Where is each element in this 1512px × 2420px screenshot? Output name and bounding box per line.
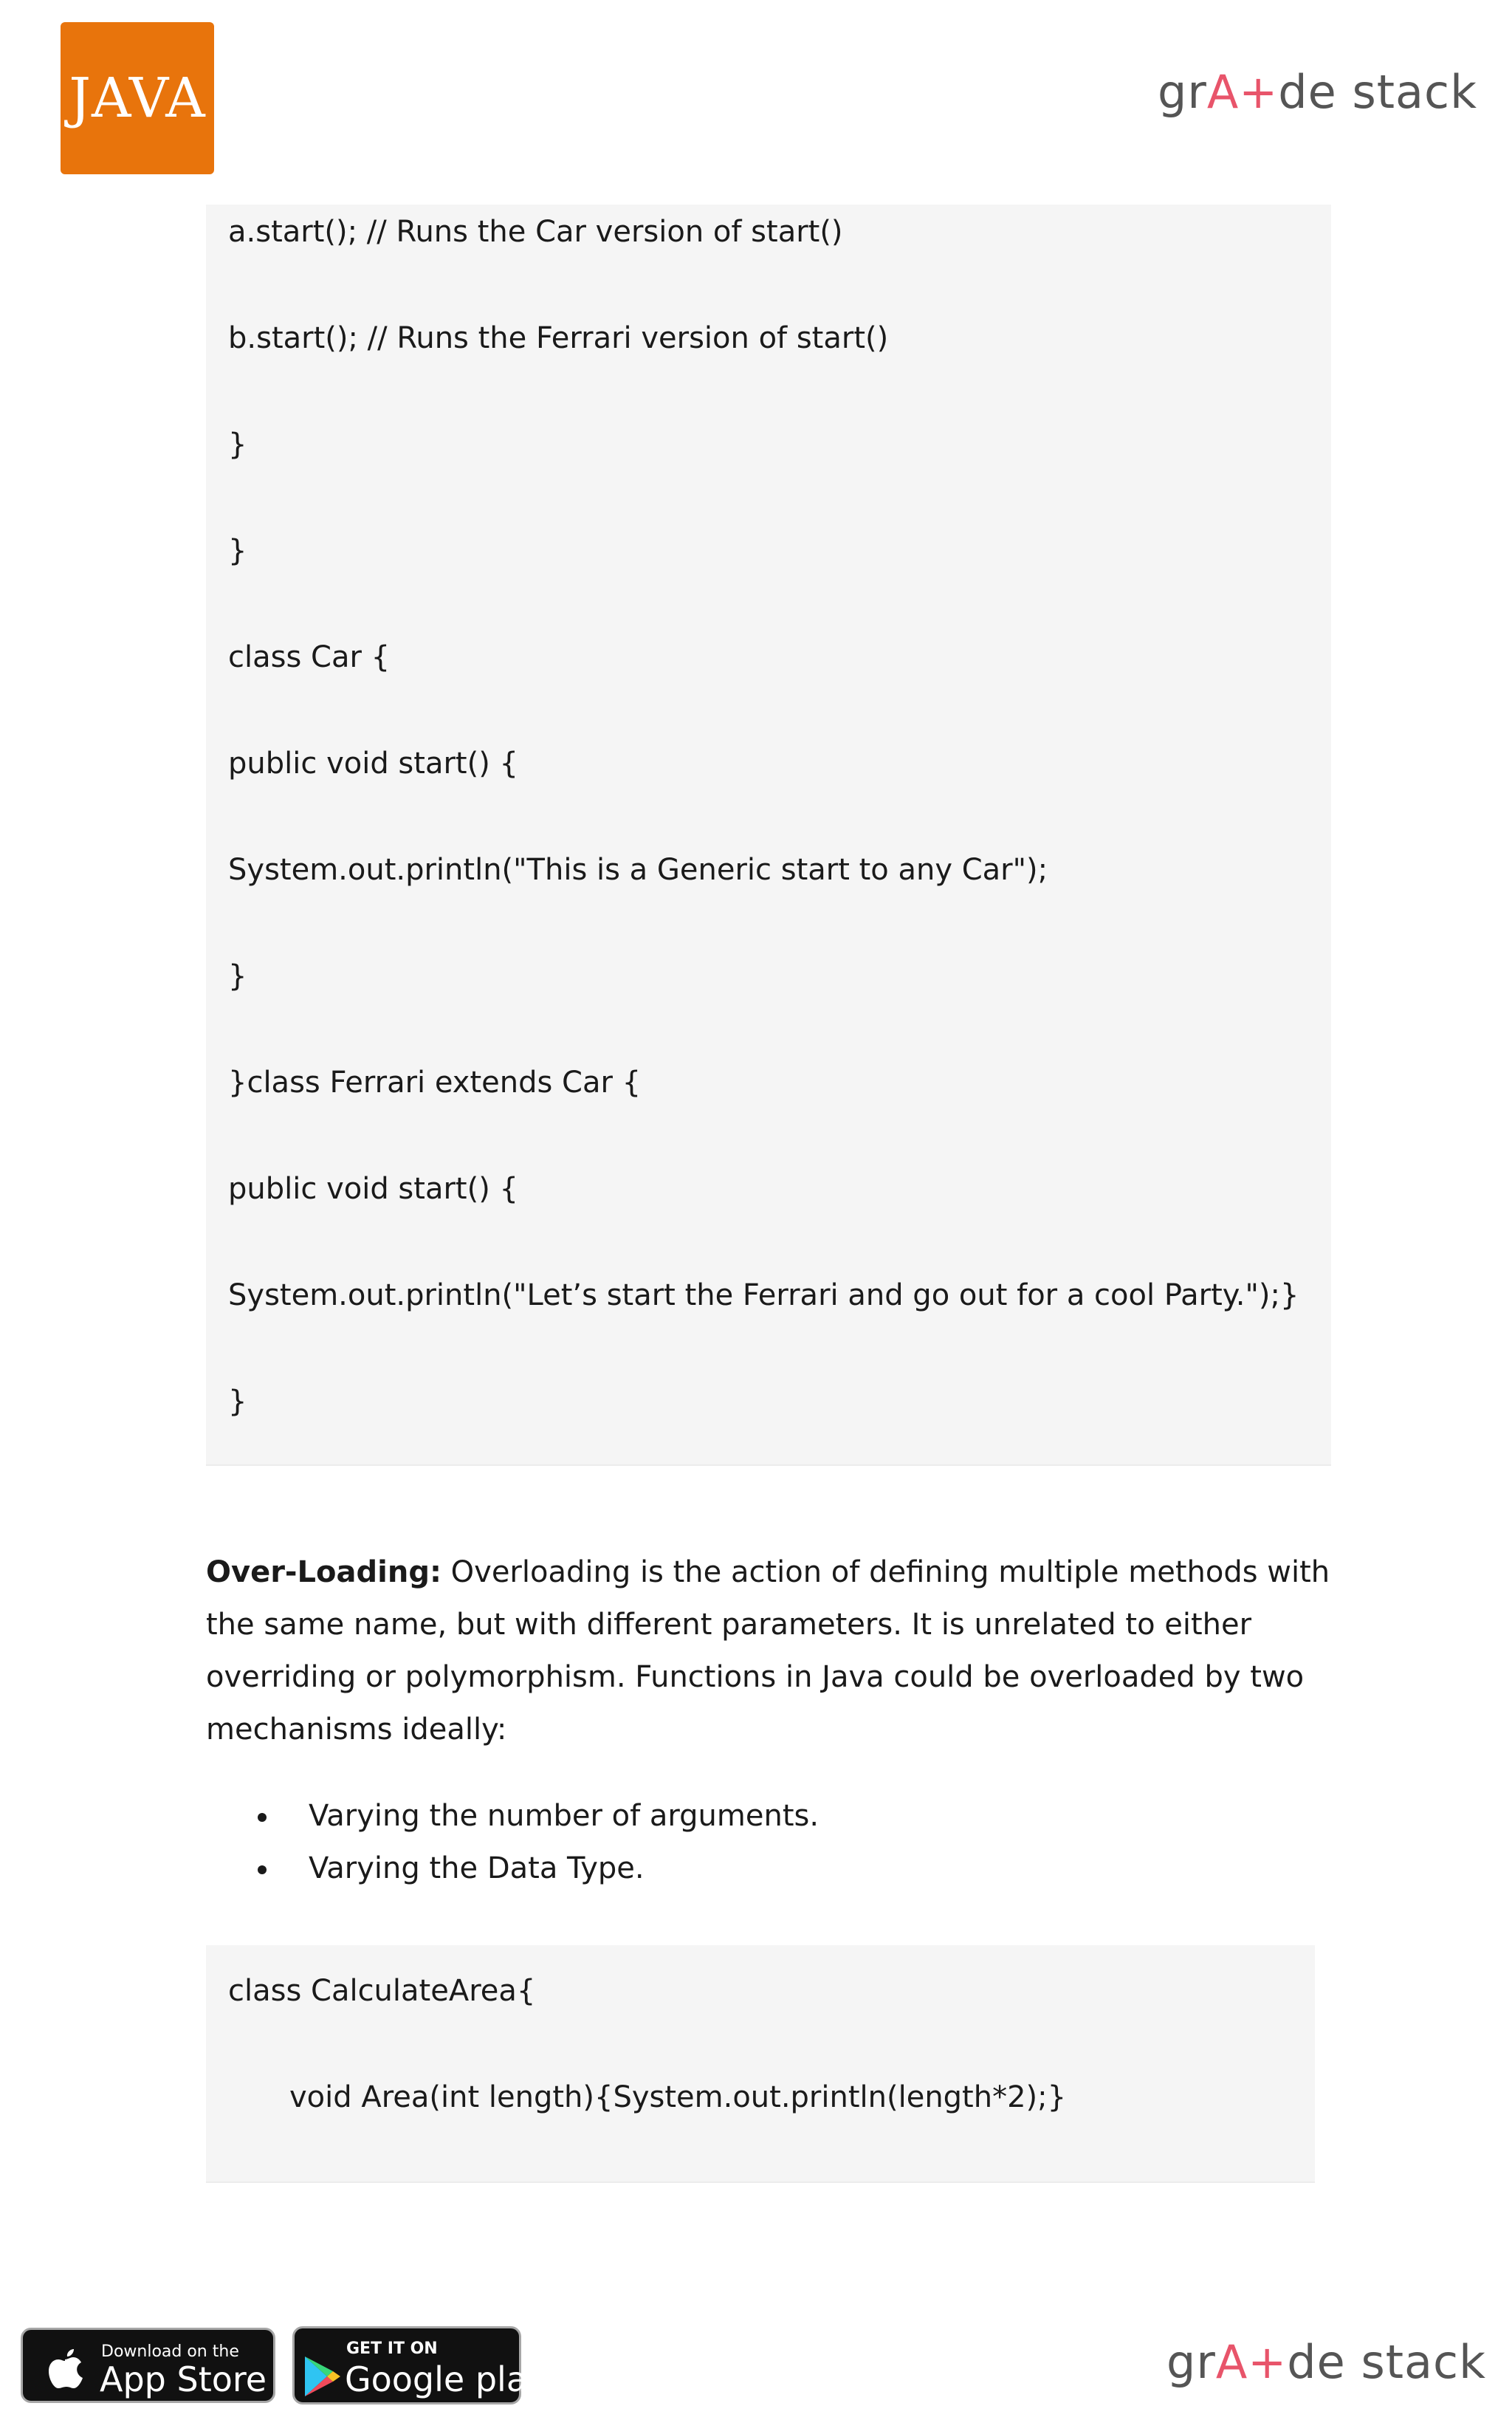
code-block-override xyxy=(206,205,1331,1466)
code-line: public void start() { xyxy=(228,1172,518,1206)
code-line: System.out.println("This is a Generic start to any Car"); xyxy=(228,853,1048,887)
java-logo-text: JAVA xyxy=(69,66,206,130)
gradestack-logo-top: grA+de stack xyxy=(1158,65,1478,119)
app-store-small-label: Download on the xyxy=(101,2342,239,2361)
overloading-mechanisms-list xyxy=(206,1790,1313,1895)
list-item: Varying the number of arguments. xyxy=(206,1790,1313,1843)
code-line: b.start(); // Runs the Ferrari version of start() xyxy=(228,321,889,355)
code-line: public void start() { xyxy=(228,747,518,781)
google-play-small-label: GET IT ON xyxy=(346,2340,438,2358)
bullet-icon xyxy=(258,1865,267,1874)
code-block-overload xyxy=(206,1945,1315,2183)
java-logo xyxy=(61,22,214,174)
code-line: } xyxy=(228,1385,247,1419)
app-store-button[interactable] xyxy=(21,2328,275,2403)
code-line: }class Ferrari extends Car { xyxy=(228,1066,642,1100)
code-line: } xyxy=(228,959,247,993)
code-line: System.out.println("Let’s start the Ferrari and go out for a cool Party.");} xyxy=(228,1278,1299,1312)
code-line: void Area(int length){System.out.println(length*2);} xyxy=(289,2080,1067,2114)
list-item: Varying the Data Type. xyxy=(206,1843,1313,1895)
code-line: a.start(); // Runs the Car version of start() xyxy=(228,215,843,249)
apple-icon xyxy=(44,2345,86,2392)
google-play-icon xyxy=(302,2355,342,2398)
code-line: class CalculateArea{ xyxy=(228,1974,536,2008)
app-store-label: App Store xyxy=(100,2359,267,2399)
code-line: } xyxy=(228,428,247,462)
overloading-description: Overloading is the action of defining multiple methods with the same name, but with different parameters. It is unrelated to either overriding or polymorphism. Functions in Java could be overloaded by two mechanisms ideally: xyxy=(206,1555,1330,1747)
google-play-button[interactable] xyxy=(292,2326,548,2404)
overloading-term: Over-Loading: xyxy=(206,1555,441,1589)
google-play-label: Google play xyxy=(345,2359,548,2399)
bullet-icon xyxy=(258,1813,267,1822)
gradestack-logo-bottom: grA+de stack xyxy=(1166,2335,1487,2389)
code-line: } xyxy=(228,534,247,568)
code-line: class Car { xyxy=(228,640,391,674)
overloading-paragraph xyxy=(206,1546,1336,1756)
